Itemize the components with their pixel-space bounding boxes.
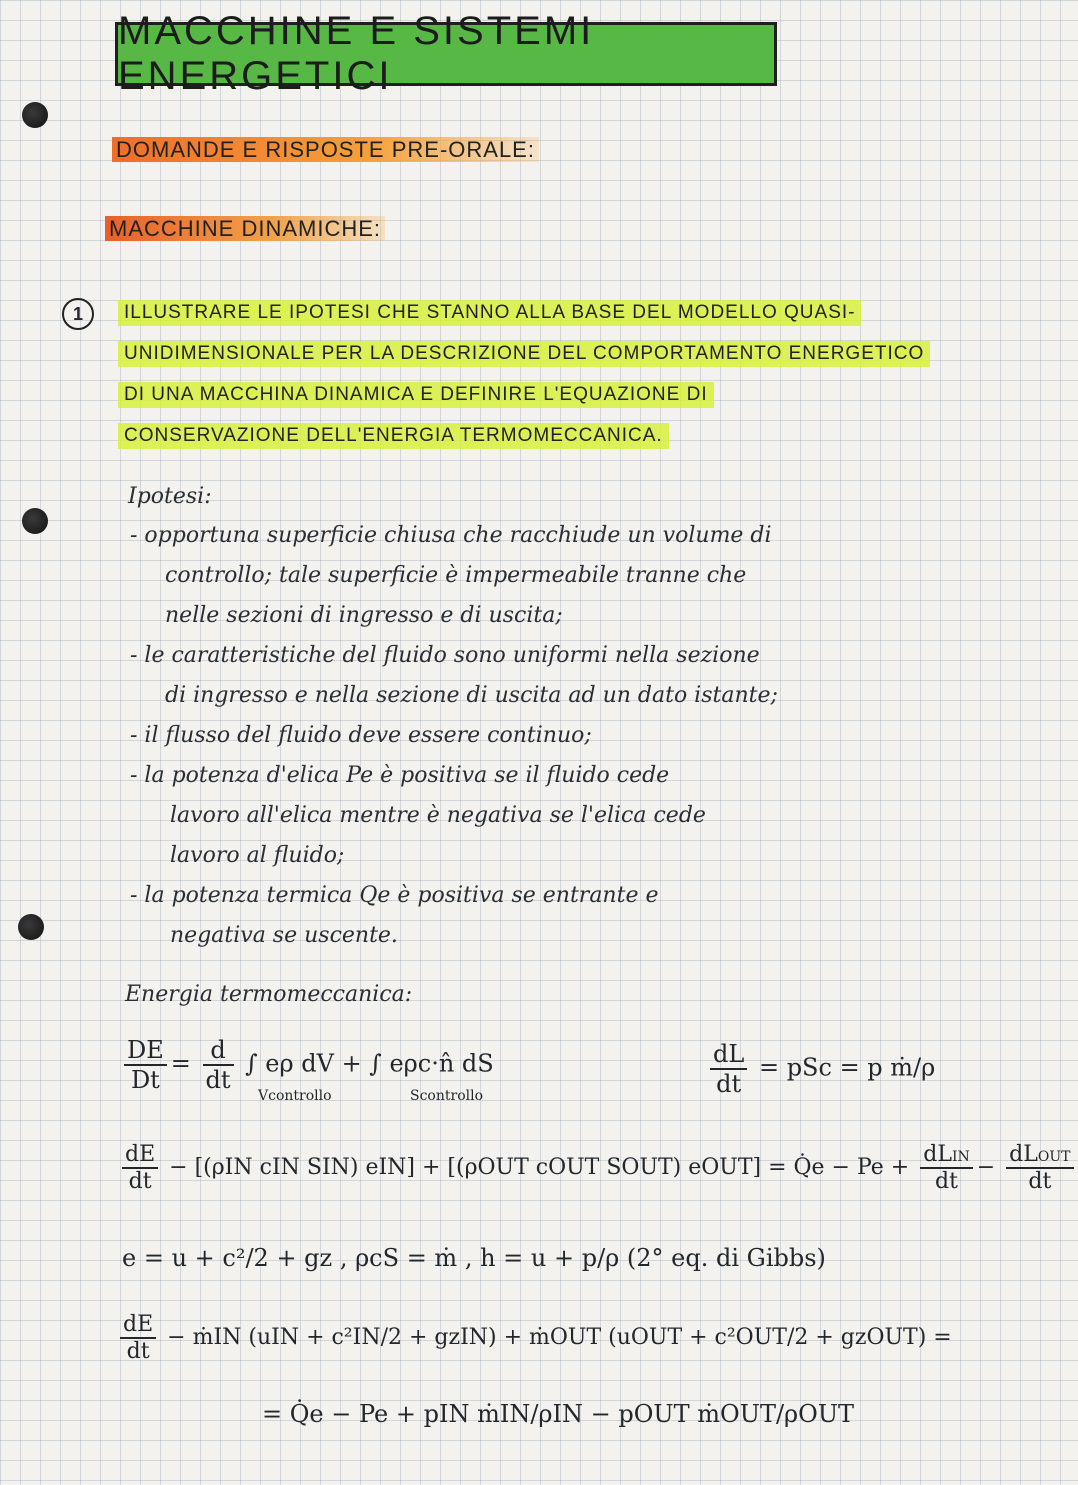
answer-line: di ingresso e nella sezione di uscita ad un dato istante; — [165, 683, 778, 708]
answer-line: negativa se uscente. — [170, 923, 398, 948]
section-heading: MACCHINE DINAMICHE: — [105, 216, 385, 242]
binder-hole — [22, 508, 48, 534]
subtitle: DOMANDE E RISPOSTE PRE-ORALE: — [112, 137, 539, 163]
answer-line: lavoro all'elica mentre è negativa se l'elica cede — [170, 803, 706, 828]
question-line: UNIDIMENSIONALE PER LA DESCRIZIONE DEL COMPORTAMENTO ENERGETICO — [118, 341, 930, 367]
answer-line: - la potenza d'elica Pe è positiva se il fluido cede — [130, 763, 670, 788]
page-title: MACCHINE E SISTEMI ENERGETICI — [118, 9, 595, 98]
equation-expanded: $\frac{dE}{dt}$ − ṁIN (uIN + c²IN/2 + gzIN) + ṁOUT (uOUT + c²OUT/2 + gzOUT) = — [116, 1312, 952, 1364]
binder-hole — [22, 102, 48, 128]
title-banner — [115, 9, 777, 98]
equation-energy-balance: $\frac{DE}{Dt}$ = $\frac{d}{dt}$ ∫ eρ dV + ∫ eρc·n̂ dS — [120, 1036, 494, 1094]
answer-line: - le caratteristiche del fluido sono uniformi nella sezione — [130, 643, 760, 668]
question-line: CONSERVAZIONE DELL'ENERGIA TERMOMECCANICA. — [118, 423, 669, 449]
answer-line: - la potenza termica Qe è positiva se entrante e — [130, 883, 659, 908]
answer-line: lavoro al fluido; — [170, 843, 345, 868]
answer-line: - il flusso del fluido deve essere continuo; — [130, 723, 592, 748]
question-line: DI UNA MACCHINA DINAMICA E DEFINIRE L'EQUAZIONE DI — [118, 382, 714, 408]
answer-label: Ipotesi: — [128, 484, 212, 509]
equation-result: = Q̇e − Pe + pIN ṁIN/ρIN − pOUT ṁOUT/ρOUT — [262, 1400, 855, 1428]
equation-subscript: Scontrollo — [410, 1088, 484, 1104]
answer-line: controllo; tale superficie è impermeabile tranne che — [165, 563, 747, 588]
energy-label: Energia termomeccanica: — [125, 982, 413, 1007]
question-number: 1 — [62, 298, 94, 330]
equation-work: $\frac{dL}{dt}$ = pSc = p ṁ/ρ — [706, 1040, 935, 1098]
equation-definitions: e = u + c²/2 + gz , ρcS = ṁ , h = u + p/ρ (2° eq. di Gibbs) — [122, 1244, 826, 1272]
binder-hole — [18, 914, 44, 940]
answer-line: nelle sezioni di ingresso e di uscita; — [165, 603, 563, 628]
equation-energy-flux: $\frac{dE}{dt}$ − [(ρIN cIN SIN) eIN] + [(ρOUT cOUT SOUT) eOUT] = Q̇e − Pe + $\frac{\text{dLIN}}{dt}$ − $\frac{\text{dLOUT}}{dt}$ — [118, 1142, 1078, 1194]
question-line: ILLUSTRARE LE IPOTESI CHE STANNO ALLA BASE DEL MODELLO QUASI- — [118, 300, 861, 326]
equation-subscript: Vcontrollo — [258, 1088, 332, 1104]
answer-line: - opportuna superficie chiusa che racchiude un volume di — [130, 523, 772, 548]
